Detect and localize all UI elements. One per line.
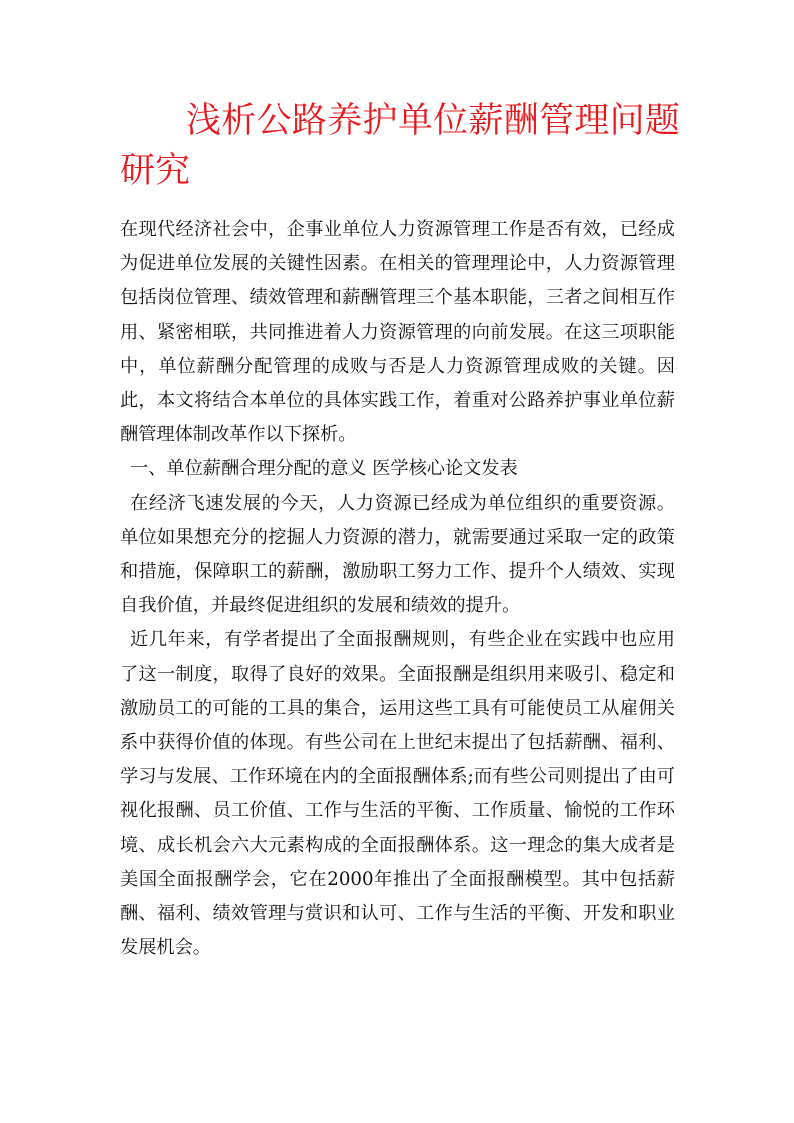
document-title: 浅析公路养护单位薪酬管理问题研究 [120,101,680,191]
section-heading-1: 一、单位薪酬合理分配的意义 医学核心论文发表 [130,458,518,480]
paragraph-total-rewards: 近几年来，有学者提出了全面报酬规则，有些企业在实践中也应用了这一制度，取得了良好的效果。全面报酬是组织用来吸引、稳定和激励员工的可能的工具的集合，运用这些工具有可能使员工从雇佣关系中获得价值的体现。有些公司在上世纪末提出了包括薪酬、福利、学习与发展、工作环境在内的全面报酬体系;而有些公司则提出了由可视化报酬、员工价值、工作与生活的平衡、工作质量、愉悦的工作环境、成长机会六大元素构成的全面报酬体系。这一理念的集大成者是美国全面报酬学会，它在2000年推出了全面报酬模型。其中包括薪酬、福利、绩效管理与赏识和认可、工作与生活的平衡、开发和职业发展机会。 [120,629,675,959]
paragraph-significance: 在经济飞速发展的今天，人力资源已经成为单位组织的重要资源。单位如果想充分的挖掘人力资源的潜力，就需要通过采取一定的政策和措施，保障职工的薪酬，激励职工努力工作、提升个人绩效、实现自我价值，并最终促进组织的发展和绩效的提升。 [120,492,675,617]
document-body [120,213,675,965]
paragraph-intro: 在现代经济社会中，企事业单位人力资源管理工作是否有效，已经成为促进单位发展的关键性因素。在相关的管理理论中，人力资源管理包括岗位管理、绩效管理和薪酬管理三个基本职能，三者之间相互作用、紧密相联，共同推进着人力资源管理的向前发展。在这三项职能中，单位薪酬分配管理的成败与否是人力资源管理成败的关键。因此，本文将结合本单位的具体实践工作，着重对公路养护事业单位薪酬管理体制改革作以下探析。 [120,219,675,446]
